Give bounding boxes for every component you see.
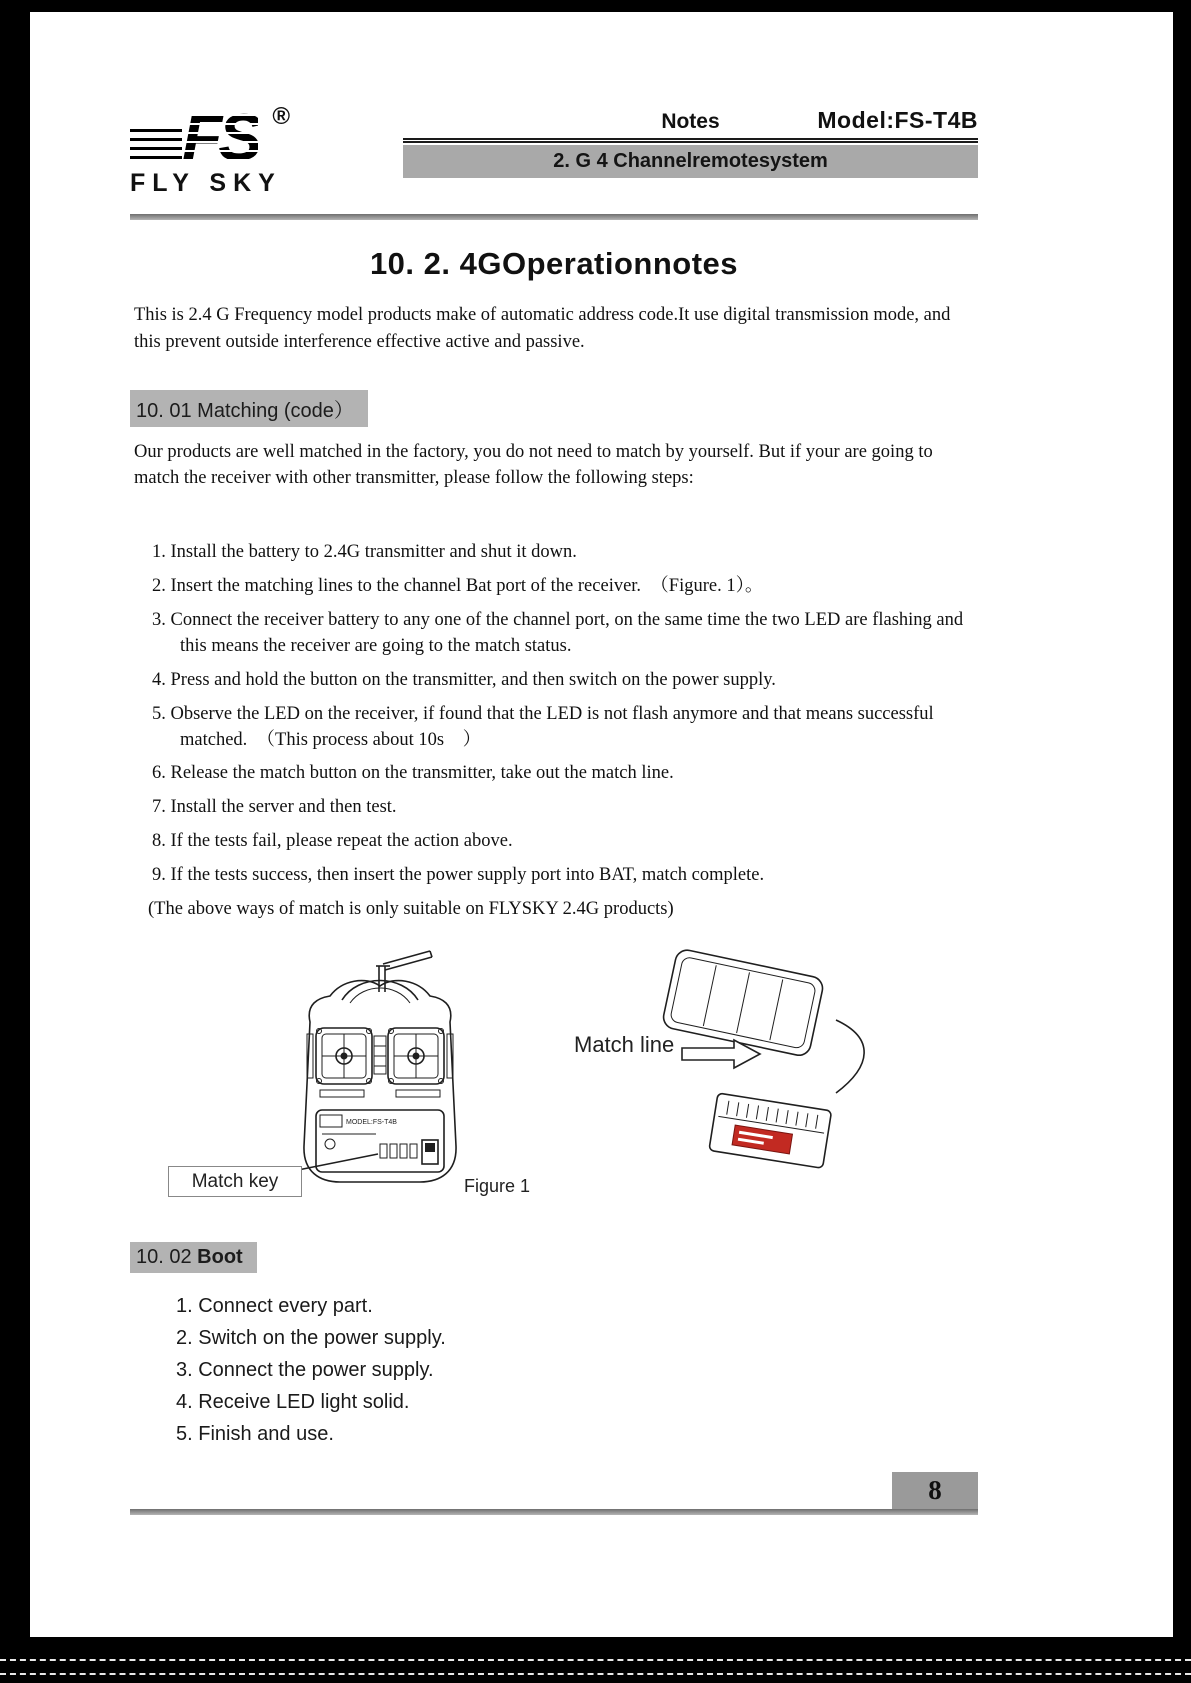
boot-steps-list — [176, 1295, 978, 1446]
step-3: 3. Connect the receiver battery to any one of the channel port, on the same time the two LED are flashing and this means the receiver are going to the match status. — [152, 610, 964, 656]
step-8: 8. If the tests fail, please repeat the action above. — [152, 831, 513, 852]
boot-step-2: 2. Switch on the power supply. — [176, 1327, 446, 1350]
step-2: 2. Insert the matching lines to the channel Bat port of the receiver. （Figure. 1）。 — [152, 576, 764, 597]
bottom-divider — [130, 1509, 978, 1515]
matching-body: Our products are well matched in the factory, you do not need to match by yourself. But if your are going to match the receiver with other transmitter, please follow the following steps: — [134, 441, 933, 489]
logo-speedlines-icon — [130, 129, 182, 163]
step-6: 6. Release the match button on the transmitter, take out the match line. — [152, 763, 674, 784]
boot-step-3: 3. Connect the power supply. — [176, 1359, 434, 1382]
matching-steps-list — [152, 540, 978, 889]
battery-drawing — [661, 948, 824, 1057]
header-right-block — [403, 107, 978, 178]
page-header — [130, 100, 978, 198]
boot-step-1: 1. Connect every part. — [176, 1295, 373, 1318]
page-number: 8 — [892, 1472, 978, 1509]
boot-step-5: 5. Finish and use. — [176, 1423, 334, 1446]
figure-1 — [130, 948, 978, 1216]
boot-heading-prefix: 10. 02 — [136, 1246, 192, 1269]
registered-mark: ® — [272, 103, 291, 130]
channel-system-bar: 2. G 4 Channelremotesystem — [403, 145, 978, 178]
match-line-label: Match line — [574, 1032, 675, 1058]
intro-paragraph: This is 2.4 G Frequency model products make of automatic address code.It use digital transmission mode, and this prevent outside interference effective active and passive. — [134, 305, 951, 352]
scan-artifact-dash-line — [0, 1673, 1191, 1675]
header-divider — [403, 138, 978, 140]
page-number-row — [130, 1472, 978, 1509]
page-title: 10. 2. 4GOperationnotes — [369, 246, 739, 281]
matching-note: (The above ways of match is only suitable on FLYSKY 2.4G products) — [148, 899, 674, 920]
step-9: 9. If the tests success, then insert the power supply port into BAT, match complete. — [152, 865, 765, 886]
match-key-label: Match key — [168, 1166, 302, 1197]
boot-heading-word: Boot — [197, 1246, 243, 1269]
brand-name: FLY SKY — [130, 169, 282, 197]
step-5: 5. Observe the LED on the receiver, if found that the LED is not flash anymore and that means successful matched. （This process about 10s ） — [152, 703, 934, 750]
top-divider — [130, 214, 978, 220]
section-heading-matching: 10. 01 Matching (code） — [130, 390, 368, 427]
logo-fs-icon: FS — [182, 100, 259, 174]
receiver-drawing — [709, 1093, 832, 1168]
brand-logo — [130, 100, 375, 198]
model-label: Model:FS-T4B — [817, 107, 978, 133]
transmitter-model-text: MODEL:FS-T4B — [346, 1119, 397, 1127]
transmitter-drawing — [304, 951, 456, 1182]
match-line-wire — [836, 1020, 864, 1093]
section-heading-boot — [130, 1242, 257, 1273]
figure-caption: Figure 1 — [464, 1176, 531, 1197]
step-4: 4. Press and hold the button on the transmitter, and then switch on the power supply. — [152, 669, 776, 690]
step-7: 7. Install the server and then test. — [152, 797, 397, 818]
notes-label: Notes — [661, 110, 720, 133]
step-1: 1. Install the battery to 2.4G transmitter and shut it down. — [152, 542, 577, 563]
match-key-leader-line — [298, 1154, 378, 1170]
boot-step-4: 4. Receive LED light solid. — [176, 1391, 410, 1414]
manual-page — [30, 12, 1173, 1637]
scan-artifact-dash-line — [0, 1659, 1191, 1661]
